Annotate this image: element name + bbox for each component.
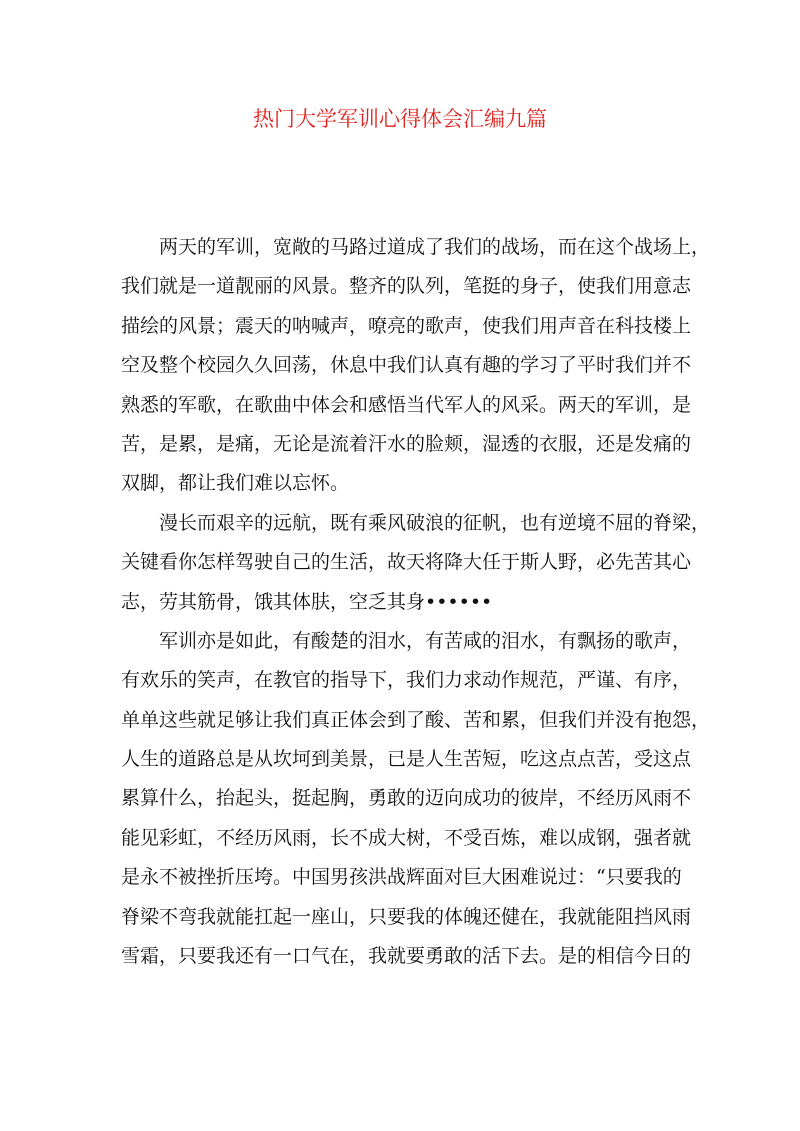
- paragraph-2-line-2: 关键看你怎样驾驶自己的生活，故天将降大任于斯人野，必先苦其心: [121, 551, 692, 574]
- paragraph-3-line-5: 累算什么，抬起头，挺起胸，勇敢的迈向成功的彼岸，不经历风雨不: [121, 787, 692, 810]
- document-body: [121, 228, 711, 976]
- paragraph-2-line-1: 漫长而艰辛的远航，既有乘风破浪的征帆，也有逆境不屈的脊梁，: [159, 511, 711, 534]
- paragraph-1-line-3: 描绘的风景；震天的呐喊声，嘹亮的歌声，使我们用声音在科技楼上: [121, 314, 692, 337]
- paragraph-1-line-7: 双脚，都让我们难以忘怀。: [121, 472, 350, 495]
- paragraph-3-line-9: 雪霜，只要我还有一口气在，我就要勇敢的活下去。是的相信今日的: [121, 945, 692, 968]
- paragraph-3-line-8: 脊梁不弯我就能扛起一座山，只要我的体魄还健在，我就能阻挡风雨: [121, 905, 692, 928]
- paragraph-1-line-4: 空及整个校园久久回荡，休息中我们认真有趣的学习了平时我们并不: [121, 354, 692, 377]
- paragraph-1-line-1: 两天的军训，宽敞的马路过道成了我们的战场，而在这个战场上，: [159, 236, 711, 258]
- paragraph-1-line-5: 熟悉的军歌，在歌曲中体会和感悟当代军人的风采。两天的军训，是: [121, 393, 692, 416]
- document-title: 热门大学军训心得体会汇编九篇: [253, 107, 547, 131]
- paragraph-3-line-6: 能见彩虹，不经历风雨，长不成大树，不受百炼，难以成钢，强者就: [121, 826, 692, 849]
- paragraph-3-line-3: 单单这些就足够让我们真正体会到了酸、苦和累，但我们并没有抱怨，: [121, 708, 711, 731]
- paragraph-3-line-2: 有欢乐的笑声，在教官的指导下，我们力求动作规范，严谨、有序，: [121, 669, 692, 692]
- paragraph-3-line-1: 军训亦是如此，有酸楚的泪水，有苦咸的泪水，有飘扬的歌声，: [159, 629, 692, 652]
- paragraph-2-line-3: 志，劳其筋骨，饿其体肤，空乏其身••••••: [121, 590, 493, 613]
- paragraph-3-line-4: 人生的道路总是从坎坷到美景，已是人生苦短，吃这点点苦，受这点: [121, 748, 692, 771]
- paragraph-3-line-7: 是永不被挫折压垮。中国男孩洪战辉面对巨大困难说过：“只要我的: [121, 866, 682, 889]
- paragraph-1-line-2: 我们就是一道靓丽的风景。整齐的队列，笔挺的身子，使我们用意志: [121, 275, 692, 298]
- paragraph-1-line-6: 苦，是累，是痛，无论是流着汗水的脸颊，湿透的衣服，还是发痛的: [121, 432, 692, 455]
